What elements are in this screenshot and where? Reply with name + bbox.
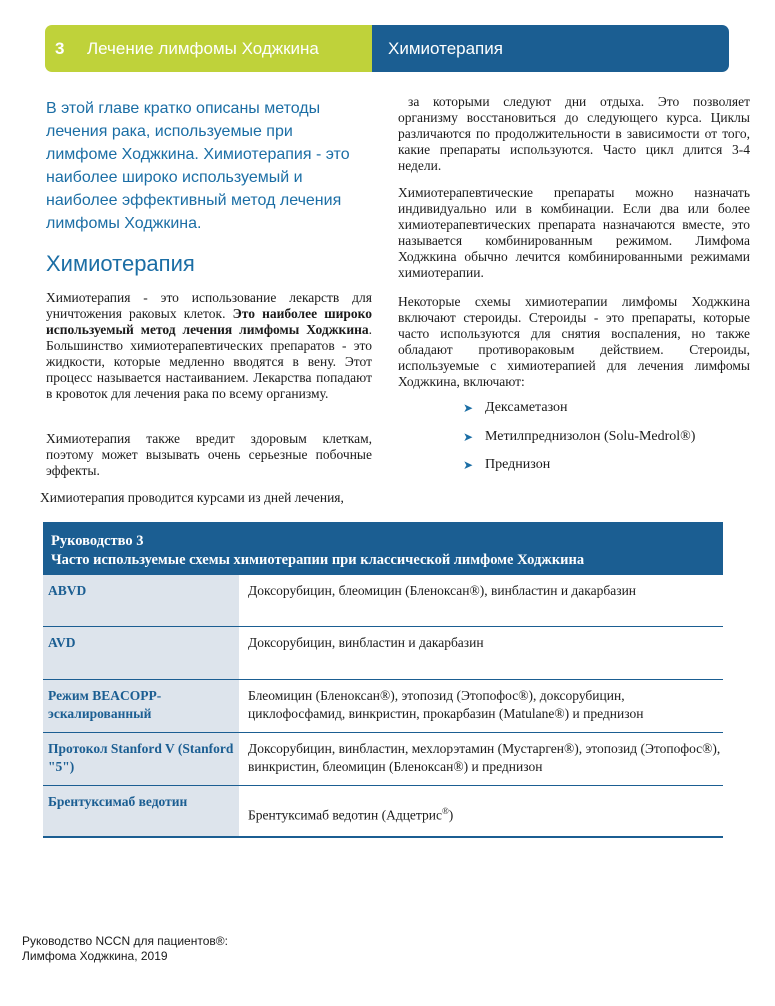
registered-mark: ®	[441, 806, 449, 816]
list-item	[463, 429, 695, 458]
regimen-drugs: Блеомицин (Бленоксан®), этопозид (Этопофос®), доксорубицин, циклофосфамид, винкристин, прокарбазин (Matulane®) и преднизон	[248, 688, 644, 721]
table-row	[43, 575, 723, 627]
table-title-line2: Часто используемые схемы химиотерапии при классической лимфоме Ходжкина	[51, 552, 585, 568]
list-item	[463, 457, 695, 486]
chapter-title: Лечение лимфомы Ходжкина	[87, 38, 319, 58]
section-title: Химиотерапия	[372, 25, 729, 72]
section-heading: Химиотерапия	[46, 251, 195, 276]
regimen-name: Протокол Stanford V (Stanford "5")	[43, 733, 239, 785]
table-row	[43, 786, 723, 838]
table-row	[43, 733, 723, 786]
list-item	[463, 400, 695, 429]
arrow-bullet-icon: ➤	[463, 458, 474, 472]
regimen-drugs: Доксорубицин, винбластин и дакарбазин	[248, 635, 484, 650]
drug-text-end: )	[448, 807, 454, 823]
chapter-number: 3	[55, 38, 65, 58]
combination-paragraph: Химиотерапевтические препараты можно назначать индивидуально или в комбинации. Если два или более химиотерапевтических препарата назначаются вместе, это называется комбинированным режимом. Лимфома Ходжкина обычно лечится комбинированными режимами химиотерапии.	[398, 185, 750, 280]
steroid-name: Метилпреднизолон (Solu-Medrol®)	[485, 428, 696, 444]
regimen-name: AVD	[43, 627, 239, 679]
regimen-name: Брентуксимаб ведотин	[43, 786, 239, 836]
steroid-name: Дексаметазон	[485, 400, 568, 415]
regimen-drugs: Доксорубицин, блеомицин (Бленоксан®), винбластин и дакарбазин	[248, 583, 637, 598]
intro-text: В этой главе кратко описаны методы лечения рака, используемые при лимфоме Ходжкина. Химиотерапия - это наиболее широко используемый и наиболее эффективный метод лечения лимфомы Ходжкина.	[46, 100, 350, 232]
drug-text: Брентуксимаб ведотин (Адцетрис	[248, 807, 442, 823]
chemo-definition-bold: Это наиболее широко используемый метод лечения лимфомы Ходжкина	[46, 306, 372, 337]
steroid-name: Преднизон	[485, 457, 551, 472]
chapter-tab	[45, 25, 372, 72]
cycles-paragraph-end	[398, 94, 750, 174]
steroid-list	[463, 400, 695, 486]
cycles-text: за которыми следуют дни отдыха. Это позволяет организму восстановиться до следующего курса. Циклы различаются по продолжительности в зависимости от того, какие препараты используются. Часто цикл длится 3-4 недели.	[398, 94, 750, 173]
chemo-definition-paragraph	[46, 290, 372, 402]
footer-line2: Лимфома Ходжкина, 2019	[22, 949, 168, 963]
arrow-bullet-icon: ➤	[463, 401, 474, 415]
footer-line1: Руководство NCCN для пациентов®:	[22, 934, 228, 948]
regimen-name: ABVD	[43, 575, 239, 626]
chapter-header	[45, 25, 729, 72]
cycles-paragraph-start: Химиотерапия проводится курсами из дней лечения,	[40, 490, 344, 505]
chemo-definition-start: Химиотерапия - это использование лекарств для уничтожения раковых клеток.	[46, 290, 372, 321]
regimens-table	[43, 522, 723, 838]
table-title-line1: Руководство 3	[51, 533, 144, 549]
table-row	[43, 627, 723, 680]
arrow-bullet-icon: ➤	[463, 429, 474, 444]
chemo-definition-end: . Большинство химиотерапевтических препаратов - это жидкости, которые медленно вводятся в вену. Этот процесс называется настаиванием. Лекарства попадают в кровоток для лечения рака по всему организму.	[46, 322, 372, 401]
regimen-name: Режим BEACOPP-эскалированный	[43, 680, 239, 732]
regimen-drugs	[239, 786, 723, 836]
page-footer	[22, 934, 228, 964]
steroids-paragraph: Некоторые схемы химиотерапии лимфомы Ходжкина включают стероиды. Стероиды - это препараты, которые часто используются для снятия воспаления, но также обладают противораковым действием. Стероиды, используемые с химиотерапией для лечения лимфомы Ходжкина, включают:	[398, 294, 750, 389]
table-row	[43, 680, 723, 733]
table-header	[43, 522, 723, 575]
regimen-drugs: Доксорубицин, винбластин, мехлорэтамин (Мустарген®), этопозид (Этопофос®), винкристин, блеомицин (Бленоксан®) и преднизон	[248, 741, 721, 774]
side-effects-paragraph: Химиотерапия также вредит здоровым клеткам, поэтому может вызывать очень серьезные побочные эффекты.	[46, 431, 372, 478]
